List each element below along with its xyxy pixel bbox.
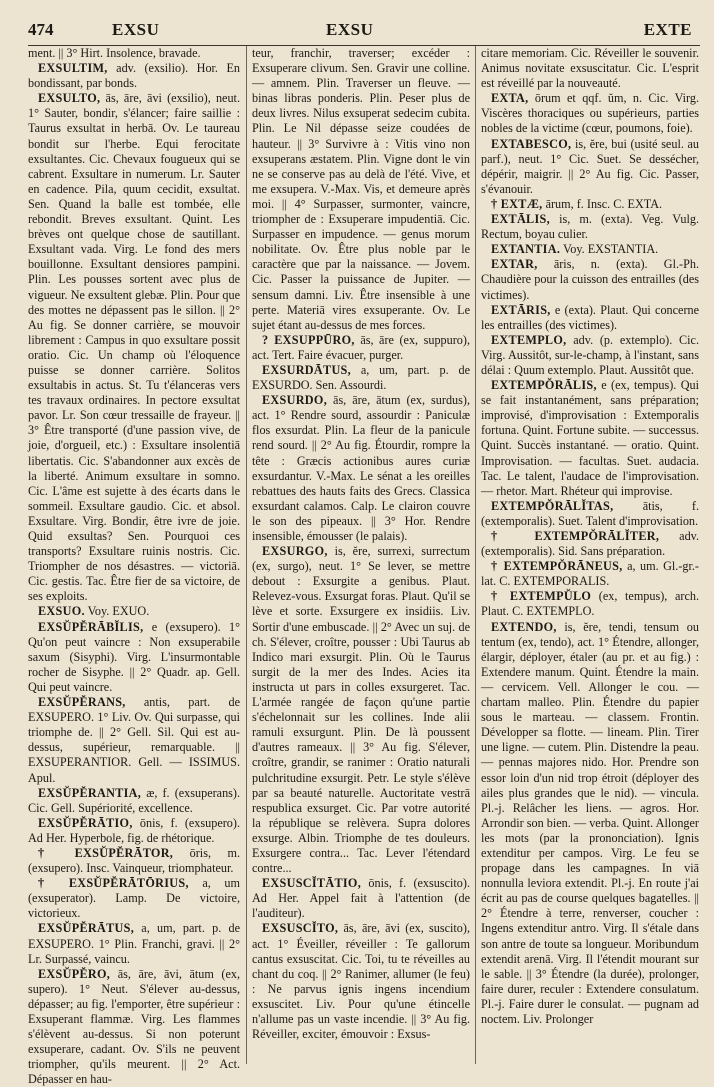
entry-definition: āris, n. (exta). Gl.-Ph. Chaudière pour la cuisson des entrailles (des victimes). bbox=[481, 257, 699, 302]
dictionary-entry bbox=[481, 303, 699, 333]
entry-definition: adv. (p. extemplo). Cic. Virg. Aussitôt, sur-le-champ, à l'instant, sans délai : Quum extemplo. Plaut. Aussitôt que. bbox=[481, 332, 700, 377]
dictionary-entry bbox=[28, 620, 240, 695]
dictionary-entry bbox=[252, 876, 470, 921]
entry-definition: is, ĕre, tendi, tensum ou tentum (ex, tendo), act. 1° Étendre, allonger, élargir, déployer, étaler (au pr. et au fig.) : Extendere manum. Quint. Étendre la main. — cervicem. Vell. Allonger le cou. — chartam malleo. Plin. Étendre du papier sous le marteau. — classem. Frontin. Développer sa flotte. — lineam. Plin. Tirer une ligne. — cutem. Plin. Distendre la peau. — pennas majores nido. Hor. Prendre son essor loin d'un nid trop étroit (déployer des ailes plus grandes que le nid). — vincula. Pl.-j. Relâcher les liens. — agros. Hor. Arrondir son bien. — verba. Quint. Allonger les mots (par la prononciation). Ignis extenditur per campos. Virg. Le feu se propage dans les campagnes. In viā nonnulla leviora extendit. Pl.-j. En route j'ai écrit au pas de course quelques bagatelles. || 2° Étendre à terre, renverser, coucher : Ingens extenditur antro. Virg. Il s'étale dans son antre de toute sa longueur. Moribundum extendit arenā. Virg. Il l'étendit mourant sur le sable. || 3° Étendre (la durée), prolonger, faire durer, reculer : Extendere consulatum. Pl.-j. Faire durer le consulat. — pugnam ad noctem. Liv. Prolonger bbox=[481, 619, 699, 1026]
dictionary-entry bbox=[28, 876, 240, 921]
entry-headword: EXTENDO, bbox=[491, 619, 557, 634]
entry-definition: ment. || 3° Hirt. Insolence, bravade. bbox=[28, 46, 201, 60]
dictionary-entry bbox=[481, 197, 699, 212]
entry-headword: EXTEMPŎRĀLIS, bbox=[491, 378, 597, 393]
entry-headword: EXTEMPŎRĀLĬTAS, bbox=[491, 498, 614, 513]
entry-headword: † EXSŬPĔRĀTOR, bbox=[38, 845, 174, 860]
left-guide-word: EXSU bbox=[112, 20, 160, 39]
entry-headword: † EXTEMPŎRĀLĬTER, bbox=[491, 529, 660, 543]
dictionary-entry bbox=[28, 61, 240, 91]
dictionary-entry bbox=[481, 499, 699, 529]
dictionary-entry bbox=[481, 212, 699, 242]
dictionary-entry bbox=[28, 91, 240, 604]
column-divider bbox=[246, 46, 247, 1064]
dictionary-entry bbox=[28, 46, 240, 61]
entry-definition: Voy. EXUO. bbox=[87, 604, 150, 619]
entry-definition: e (exsupero). 1° Qu'on peut vaincre : Non exsuperabile saxum (Sisyphi). Virg. L'insurmontable rocher de Sisyphe. || 2° Quadr. ap. Gell. Qui peut vaincre. bbox=[28, 619, 240, 694]
entry-definition: a, um, part. p. de EXSURDO. Sen. Assourdi. bbox=[252, 362, 470, 393]
dictionary-entry bbox=[252, 544, 470, 876]
entry-definition: a, um. Gl.-gr.-lat. C. EXTEMPORALIS. bbox=[481, 559, 699, 589]
entry-definition: is, ĕre, bui (usité seul. au parf.), neut. 1° Cic. Suet. Se dessécher, dépérir, maigrir. || 2° Au fig. Cic. Passer, s'évanouir. bbox=[481, 136, 699, 196]
dictionary-entry bbox=[481, 242, 699, 257]
entry-headword: EXSUO. bbox=[38, 604, 85, 619]
dictionary-entry bbox=[481, 378, 699, 499]
entry-headword: EXTABESCO, bbox=[491, 136, 572, 151]
entry-definition: adv. (extemporalis). Sid. Sans préparation. bbox=[481, 529, 700, 559]
dictionary-entry bbox=[28, 967, 240, 1087]
column-right bbox=[481, 46, 699, 1066]
column-middle bbox=[252, 46, 470, 1066]
entry-definition: teur, franchir, traverser; excéder : Exsuperare clivum. Sen. Gravir une colline. — amnem. Plin. Traverser un fleuve. — binas libras ponderis. Plin. Peser plus de deux livres. Nilus exsuperat sedecim cubita. Plin. Le Nil dépasse seize coudées de hauteur. || 3° Survivre à : Vitis vino non exsuperans æstatem. Plin. Vigne dont le vin ne se conserve pas au delà de l'été. Vive, et me exsupera. V.-Max. Vis, et demeure après moi. || 4° Surpasser, surmonter, vaincre, triompher de : Exsuperare impudentiā. Cic. Surpasser en impudence. — genus morum nobilitate. Ov. Être plus noble par le caractère que par la naissance. — Jovem. Cic. Passer la puissance de Jupiter. — sensum damni. Liv. Être insensible à une perte. Materiā vires exsuperante. Ov. Le sujet étant au-dessus de mes forces. bbox=[252, 46, 470, 332]
column-divider bbox=[475, 46, 476, 1064]
dictionary-entry bbox=[28, 816, 240, 846]
dictionary-entry bbox=[28, 604, 240, 619]
dictionary-entry bbox=[481, 529, 699, 559]
entry-definition: ārum, f. Insc. C. EXTA. bbox=[545, 196, 663, 211]
entry-headword: EXSULTIM, bbox=[38, 61, 108, 76]
entry-headword: † EXSŬPĔRĀTŌRIUS, bbox=[38, 876, 189, 891]
entry-definition: e (exta). Plaut. Qui concerne les entrailles (des victimes). bbox=[481, 302, 700, 332]
right-guide-word: EXTE bbox=[643, 20, 692, 39]
entry-headword: EXSULTO, bbox=[38, 91, 101, 106]
entry-definition: æ, f. (exsuperans). Cic. Gell. Supériorité, excellence. bbox=[28, 785, 241, 815]
entry-headword: EXSŬPĔRANTIA, bbox=[38, 785, 142, 800]
entry-definition: ās, āre, āvi, ātum (ex, supero). 1° Neut. S'élever au-dessus, dépasser; au fig. l'emporter, être supérieur : Exsuperant flammæ. Virg. Les flammes s'élèvent au-dessus. Si non poterunt exsuperare, cadant. Ov. S'ils ne peuvent triompher, qu'ils meurent. || 2° Act. Dépasser en hau- bbox=[28, 966, 241, 1087]
entry-definition: ōrum et qqf. ŭm, n. Cic. Virg. Viscères thoraciques ou supérieurs, parties nobles de la victime (cœur, poumons, foie). bbox=[481, 91, 699, 136]
entry-headword: EXSUSCĬTĀTIO, bbox=[262, 876, 362, 891]
entry-definition: Voy. EXSTANTIA. bbox=[563, 242, 659, 257]
entry-definition: ās, āre, ātum (ex, surdus), act. 1° Rendre sourd, assourdir : Paniculæ flos exsurdat. Plin. La fleur de la panicule rend sourd. || 2° Au fig. Étourdir, rompre la tête : Græcis actionibus aures curiæ exsurdantur. V.-Max. Le sénat a les oreilles rebattues des hauts faits des Grecs. Classica exsurdant calamos. Calp. Le clairon couvre le son des pipeaux. || 3° Hor. Rendre insensible, émousser (le palais). bbox=[252, 393, 470, 543]
entry-headword: EXSŬPĔRĀTIO, bbox=[38, 815, 133, 830]
dictionary-entry bbox=[252, 393, 470, 544]
dictionary-entry bbox=[28, 846, 240, 876]
entry-definition: a, um (exsuperator). Lamp. De victoire, victorieux. bbox=[28, 876, 241, 921]
entry-definition: ōnis, f. (exsupero). Ad Her. Hyperbole, fig. de rhétorique. bbox=[28, 815, 240, 845]
entry-definition: citare memoriam. Cic. Réveiller le souvenir. Animus novitate exsuscitatur. Cic. L'esprit est réveillé par la nouveauté. bbox=[481, 46, 699, 91]
dictionary-entry bbox=[252, 363, 470, 393]
entry-definition: ās, āre, āvi (ex, suscito), act. 1° Éveiller, réveiller : Te gallorum cantus exsuscitat. Cic. Toi, tu te réveilles au chant du coq. || 2° Ranimer, allumer (le feu) : Ne parvus ignis ingens incendium exsuscitet. Liv. Pour qu'une étincelle n'allume pas un vaste incendie. || 3° Au fig. Réveiller, exciter, émouvoir : Exsus- bbox=[252, 921, 470, 1042]
dictionary-entry bbox=[481, 559, 699, 589]
dictionary-entry bbox=[481, 257, 699, 302]
entry-headword: EXSURDĀTUS, bbox=[262, 362, 351, 377]
entry-definition: ās, āre (ex, suppuro), act. Tert. Faire évacuer, purger. bbox=[252, 332, 470, 362]
entry-definition: antis, part. de EXSUPERO. 1° Liv. Ov. Qui surpasse, qui triomphe de. || 2° Gell. Sil. Qui est au-dessus, supérieur, remarquable. || EXSUPERANTIOR. Gell. — ISSIMUS. Apul. bbox=[28, 695, 240, 785]
entry-headword: EXSUSCĬTO, bbox=[262, 921, 339, 936]
entry-headword: † EXTEMPŎRĀNEUS, bbox=[491, 559, 623, 574]
entry-definition: e (ex, tempus). Qui se fait instantanément, sans préparation; improvisé, d'improvisation : Extemporalis fortuna. Quint. Fortune subite. — successus. Quint. Succès instantané. — oratio. Quint. Improvisation. — facultas. Suet. audacia. Tac. Le talent, l'audace de l'improvisation. — rhetor. Mart. Rhéteur qui improvise. bbox=[481, 378, 699, 498]
dictionary-entry bbox=[28, 786, 240, 816]
entry-definition: (ex, tempus), arch. Plaut. C. EXTEMPLO. bbox=[481, 589, 699, 619]
center-guide-word: EXSU bbox=[326, 20, 374, 39]
column-left bbox=[28, 46, 241, 1087]
entry-headword: † EXTEMPŬLO bbox=[491, 589, 592, 604]
dictionary-entry bbox=[28, 921, 240, 966]
entry-definition: ātis, f. (extemporalis). Suet. Talent d'improvisation. bbox=[481, 498, 699, 528]
entry-definition: ōnis, f. (exsuscito). Ad Her. Appel fait à l'attention (de l'auditeur). bbox=[252, 876, 470, 921]
entry-headword: EXSŬPĔRĀTUS, bbox=[38, 921, 135, 936]
entry-headword: EXSŬPĔRO, bbox=[38, 966, 111, 981]
entry-definition: ōris, m. (exsupero). Insc. Vainqueur, triomphateur. bbox=[28, 845, 241, 876]
entry-headword: † EXTÆ, bbox=[491, 196, 543, 211]
entry-headword: EXSŬPĔRANS, bbox=[38, 695, 126, 710]
entry-definition: ās, āre, āvi (exsilio), neut. 1° Sauter, bondir, s'élancer; faire saillie : Taurus exsultat in herbā. Ov. Le taureau bondit sur l'herbe. Equi ferocitate exsultantes. Cic. Chevaux fougueux qui se cabrent. Exsultare in numerum. Lr. Sauter en cadence. Pila, quum cecidit, exsultat. Sen. Quand la balle est tombée, elle rebondit. Breves exsultant. Quint. Les brèves ont quelque chose de sautillant. Exsultant vada. Virg. Le fond des mers bouillonne. Exsultant densiores pampini. Plin. Les pousses sortent avec plus de vigueur. Ne exsultent glebæ. Plin. Pour que des mottes ne dépassent pas le sillon. || 2° Au fig. Se donner carrière, se mouvoir librement : Campus in quo exsultare possit oratio. Cic. Un champ où l'éloquence puisse se donner carrière. Solitos exsultabis in actus. St. Tu t'élanceras vers tes travaux ordinaires. In pectore exsultat pavor. Lr. Son cœur tressaille de frayeur. || 3° Être transporté (d'une passion vive, de joie, d'orgueil, etc.) : Exsultare insolentiā libertatis. Cic. S'abandonner aux excès de la liberté. Animum exsultare in somno. Cic. L'âme est sujette à des écarts dans le sommeil. Exsultare gaudio. Cic. et absol. Exsultare. Virg. Bondir, être ivre de joie. Quid exsultas? Sen. Pourquoi ces transports? Exsultare ruinis nostris. Cic. Triompher de nos désastres. — victoriā. Cic. gestis. Tac. Être fier de sa victoire, de ses exploits. bbox=[28, 91, 240, 604]
entry-definition: is, ĕre, surrexi, surrectum (ex, surgo), neut. 1° Se lever, se mettre debout : Exsurgite a genibus. Plaut. Relevez-vous. Exsurgat foras. Plaut. Qu'il se lève et sorte. Exsurgere ex insidiis. Liv. Sortir d'une embuscade. || 2° Avec un suj. de ch. S'élever, croître, pousser : Ubi Taurus ab Indico mari exsurgit. Plin. Où le Taurus surgit de la mer des Indes. Acies ita instructa ut pars in colles exsurgeret. Tac. L'armée rangée de façon qu'une partie s'échelonnait sur les collines. Inde alii ramuli exsurgunt. Plin. De là poussent d'autres rameaux. || 3° Au fig. S'élever, croître, grandir, se ranimer : Oratio naturali pulchritudine exsurgit. Petr. Le style s'élève par sa beauté naturelle. Auctoritate vestrā respublica exsurget. Cic. Par votre autorité la république se relèvera. Supra dolores exsurge. Albin. Triomphe de tes douleurs. Exsurgere contra... Tac. Lever l'étendard contre... bbox=[252, 544, 470, 876]
entry-headword: EXTĀRIS, bbox=[491, 302, 551, 317]
dictionary-entry bbox=[481, 137, 699, 197]
page-number: 474 bbox=[28, 20, 54, 39]
entry-headword: EXTA, bbox=[491, 91, 529, 106]
entry-headword: EXTANTIA. bbox=[491, 242, 561, 257]
dictionary-entry bbox=[252, 333, 470, 363]
dictionary-entry bbox=[28, 695, 240, 786]
dictionary-entry bbox=[252, 46, 470, 333]
dictionary-entry bbox=[481, 333, 699, 378]
dictionary-entry bbox=[481, 620, 699, 1028]
entry-headword: ? EXSUPPŪRO, bbox=[262, 332, 355, 347]
entry-headword: EXSURGO, bbox=[262, 544, 328, 559]
entry-headword: EXTEMPLO, bbox=[491, 332, 567, 347]
dictionary-entry bbox=[252, 921, 470, 1042]
entry-headword: EXTĀLIS, bbox=[491, 212, 550, 227]
dictionary-entry bbox=[481, 91, 699, 136]
dictionary-entry bbox=[481, 46, 699, 91]
entry-headword: EXTAR, bbox=[491, 257, 538, 272]
entry-definition: is, m. (exta). Veg. Vulg. Rectum, boyau culier. bbox=[481, 212, 699, 242]
entry-definition: adv. (exsilio). Hor. En bondissant, par bonds. bbox=[28, 61, 241, 91]
entry-headword: EXSURDO, bbox=[262, 393, 328, 408]
page-header bbox=[28, 20, 700, 46]
entry-headword: EXSŬPĔRĀBĬLIS, bbox=[38, 619, 144, 634]
dictionary-entry bbox=[481, 589, 699, 619]
entry-definition: a, um, part. p. de EXSUPERO. 1° Plin. Franchi, gravi. || 2° Lr. Surpassé, vaincu. bbox=[28, 921, 240, 966]
